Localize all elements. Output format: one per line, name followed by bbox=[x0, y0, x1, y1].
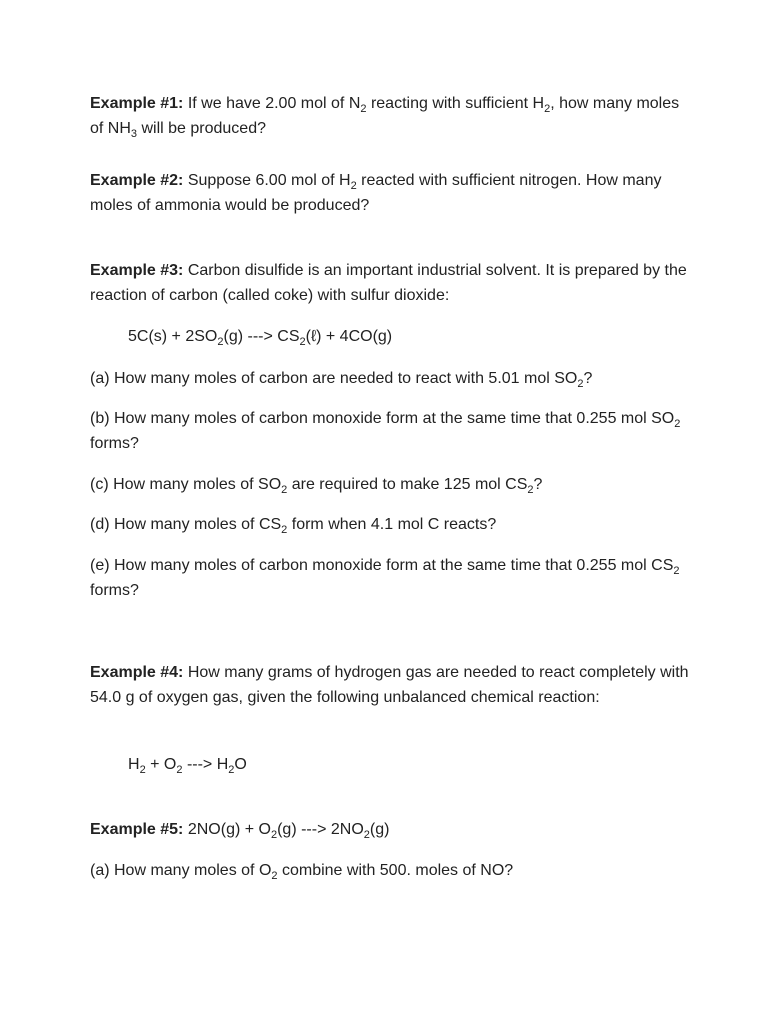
text: If we have 2.00 mol of N bbox=[183, 95, 361, 112]
text: ? bbox=[583, 370, 593, 387]
text: 5C(s) + 2SO bbox=[128, 328, 218, 345]
example-3-question-a bbox=[90, 366, 690, 391]
text: O bbox=[234, 756, 247, 773]
text: (g) ---> CS bbox=[223, 328, 300, 345]
text: , how many moles of NH bbox=[90, 95, 680, 137]
example-4-label: Example #4: bbox=[90, 664, 184, 681]
example-3-question-e bbox=[90, 553, 690, 603]
example-3 bbox=[90, 258, 690, 308]
subscript: 2 bbox=[270, 829, 278, 841]
text: forms? bbox=[90, 435, 139, 452]
example-1 bbox=[90, 91, 690, 141]
example-2 bbox=[90, 168, 690, 218]
example-3-equation bbox=[128, 324, 728, 349]
text: (d) How many moles of CS bbox=[90, 516, 282, 533]
text: Suppose 6.00 mol of H bbox=[183, 172, 351, 189]
example-4 bbox=[90, 660, 690, 710]
subscript: 2 bbox=[271, 870, 278, 882]
example-2-label: Example #2: bbox=[90, 172, 184, 189]
subscript: 2 bbox=[577, 378, 584, 390]
text: reacting with sufficient H bbox=[366, 95, 545, 112]
subscript: 2 bbox=[673, 565, 680, 577]
text: reacted with sufficient nitrogen. How many moles of ammonia would be produced? bbox=[90, 172, 662, 214]
subscript: 2 bbox=[674, 418, 681, 430]
example-3-question-b bbox=[90, 406, 690, 456]
text: 2NO(g) + O bbox=[183, 821, 271, 838]
subscript: 2 bbox=[527, 484, 534, 496]
example-1-label: Example #1: bbox=[90, 95, 184, 112]
text: (g) bbox=[369, 821, 390, 838]
example-4-equation bbox=[128, 752, 728, 777]
text: combine with 500. moles of NO? bbox=[277, 862, 514, 879]
text: (ℓ) + 4CO(g) bbox=[305, 328, 393, 345]
subscript: 2 bbox=[228, 764, 235, 776]
text: ---> H bbox=[182, 756, 229, 773]
text: will be produced? bbox=[137, 120, 266, 137]
text: (a) How many moles of carbon are needed to react with 5.01 mol SO bbox=[90, 370, 578, 387]
example-3-question-d bbox=[90, 512, 690, 537]
subscript: 2 bbox=[281, 524, 288, 536]
subscript: 2 bbox=[299, 336, 306, 348]
example-3-question-c bbox=[90, 472, 690, 497]
subscript: 2 bbox=[350, 180, 357, 192]
example-5 bbox=[90, 817, 690, 842]
example-5-label: Example #5: bbox=[90, 821, 184, 838]
subscript: 2 bbox=[176, 764, 183, 776]
text: (a) How many moles of O bbox=[90, 862, 272, 879]
example-3-label: Example #3: bbox=[90, 262, 184, 279]
subscript: 3 bbox=[130, 128, 138, 140]
subscript: 2 bbox=[544, 103, 551, 115]
text: (e) How many moles of carbon monoxide form at the same time that 0.255 mol CS bbox=[90, 557, 674, 574]
text: H bbox=[128, 756, 140, 773]
text: How many grams of hydrogen gas are needed to react completely with 54.0 g of oxygen gas, given the following unbalanced chemical reaction: bbox=[90, 664, 689, 706]
text: Carbon disulfide is an important industrial solvent. It is prepared by the reaction of carbon (called coke) with sulfur dioxide: bbox=[90, 262, 687, 304]
text: (g) ---> 2NO bbox=[277, 821, 364, 838]
subscript: 2 bbox=[139, 764, 146, 776]
subscript: 2 bbox=[363, 829, 370, 841]
subscript: 2 bbox=[217, 336, 224, 348]
text: + O bbox=[145, 756, 177, 773]
text: form when 4.1 mol C reacts? bbox=[287, 516, 497, 533]
text: (c) How many moles of SO bbox=[90, 476, 282, 493]
text: ? bbox=[533, 476, 543, 493]
example-5-question-a bbox=[90, 858, 690, 883]
text: forms? bbox=[90, 582, 139, 599]
text: (b) How many moles of carbon monoxide form at the same time that 0.255 mol SO bbox=[90, 410, 675, 427]
subscript: 2 bbox=[360, 103, 367, 115]
subscript: 2 bbox=[281, 484, 288, 496]
text: are required to make 125 mol CS bbox=[287, 476, 528, 493]
